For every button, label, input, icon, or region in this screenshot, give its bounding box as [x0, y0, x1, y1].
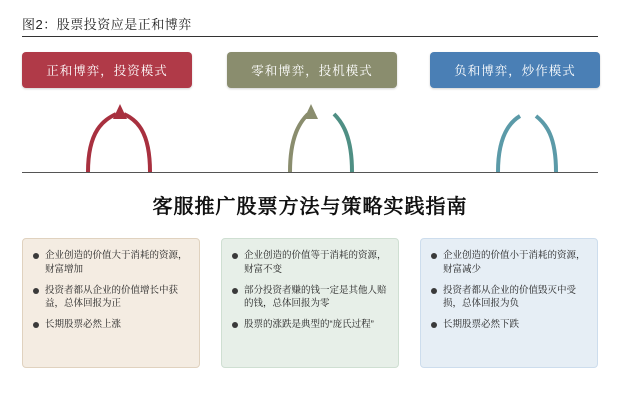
- bullet-dot-icon: [33, 288, 39, 294]
- header-box-positive-sum: 正和博弈，投资模式: [22, 52, 192, 88]
- panel-zero-sum: [221, 238, 399, 368]
- list-item: [232, 249, 388, 277]
- olive-curve-middle: [290, 114, 308, 172]
- list-item: [431, 284, 587, 312]
- bullet-text: 投资者都从企业的价值毁灭中受损，总体回报为负: [443, 284, 577, 310]
- bullet-text: 长期股票必然上涨: [45, 319, 122, 331]
- middle-divider: [22, 172, 598, 173]
- panel-positive-sum: [22, 238, 200, 368]
- red-arrow-head: [113, 104, 127, 119]
- olive-arrow-head: [304, 104, 318, 119]
- bullet-dot-icon: [431, 288, 437, 294]
- list-item: [232, 284, 388, 312]
- panel-negative-sum: [420, 238, 598, 368]
- header-box-row: [22, 52, 598, 90]
- bullet-text: 企业创造的价值大于消耗的资源，财富增加: [45, 250, 188, 275]
- bullet-text: 部分投资者赚的钱一定是其他人赔的钱，总体回报为零: [244, 284, 387, 310]
- bullet-dot-icon: [232, 288, 238, 294]
- arrow-curve-group: [0, 92, 620, 180]
- overlay-title-band: [0, 178, 620, 230]
- bullet-text: 长期股票必然下跌: [443, 319, 520, 331]
- bullet-text: 股票的涨跌是典型的“庞氏过程”: [244, 319, 374, 331]
- bullet-text: 企业创造的价值等于消耗的资源，财富不变: [244, 250, 387, 275]
- bullet-text: 投资者都从企业的价值增长中获益，总体回报为正: [45, 284, 179, 310]
- caption-divider: [22, 36, 598, 37]
- bullet-dot-icon: [33, 253, 39, 259]
- bullet-dot-icon: [232, 322, 238, 328]
- panel-row: [22, 238, 598, 378]
- teal-curve-middle: [334, 114, 352, 172]
- blue-curve-right: [498, 116, 556, 172]
- bullet-dot-icon: [33, 322, 39, 328]
- bullet-dot-icon: [431, 322, 437, 328]
- list-item: [33, 318, 189, 332]
- list-item: [232, 318, 388, 332]
- header-box-zero-sum: 零和博弈，投机模式: [227, 52, 397, 88]
- overlay-title: 客服推广股票方法与策略实践指南: [152, 195, 468, 218]
- list-item: [33, 249, 189, 277]
- list-item: [33, 284, 189, 312]
- figure-caption: 图2：股票投资应是正和博弈: [22, 17, 192, 32]
- list-item: [431, 249, 587, 277]
- list-item: [431, 318, 587, 332]
- bullet-dot-icon: [232, 253, 238, 259]
- header-box-negative-sum: 负和博弈，炒作模式: [430, 52, 600, 88]
- bullet-text: 企业创造的价值小于消耗的资源，财富减少: [443, 250, 586, 275]
- bullet-dot-icon: [431, 253, 437, 259]
- red-curve-left: [88, 114, 150, 172]
